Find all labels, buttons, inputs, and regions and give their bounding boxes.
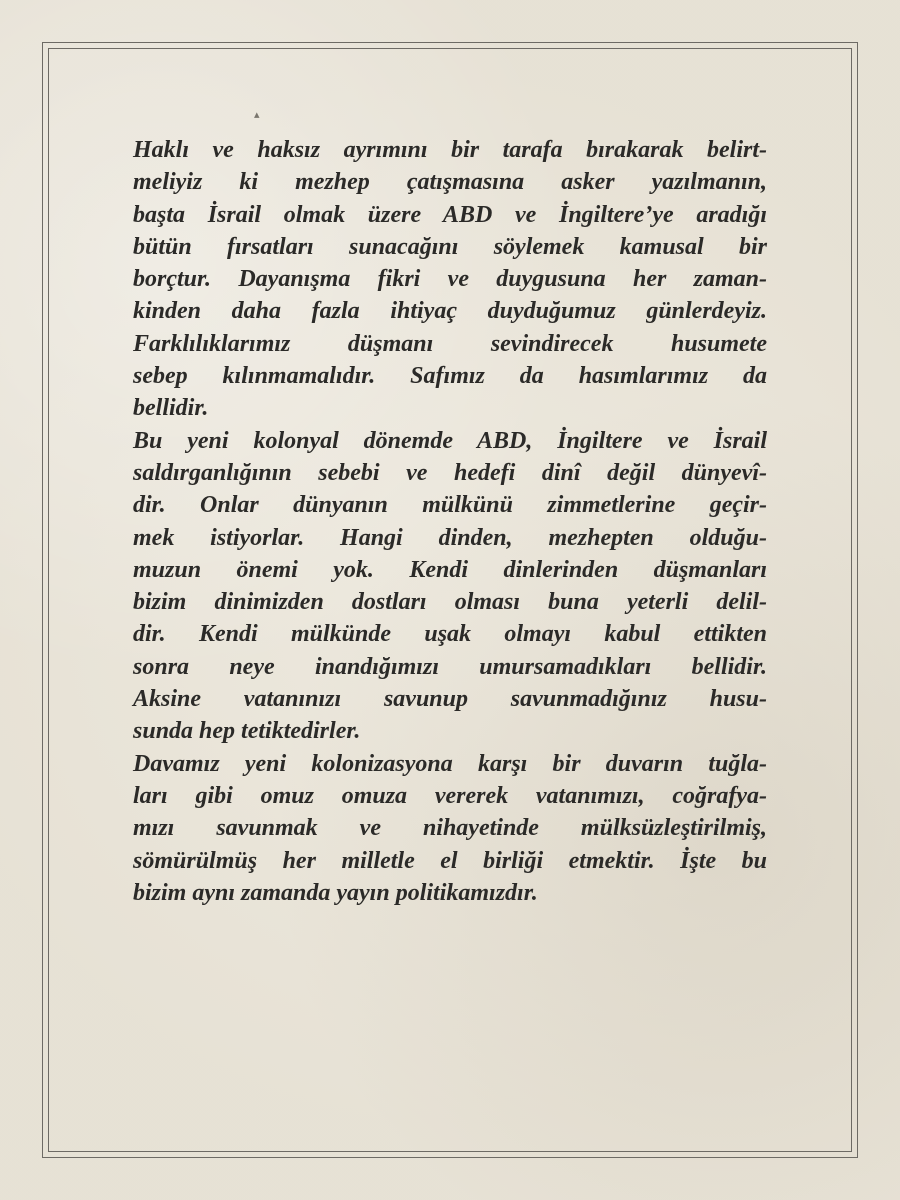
text-line: Bu yeni kolonyal dönemde ABD, İngiltere ve İsrail: [133, 427, 767, 454]
text-line: sebep kılınmamalıdır. Safımız da hasımlarımız da: [133, 363, 767, 390]
text-line: muzun önemi yok. Kendi dinlerinden düşmanları: [133, 556, 767, 583]
text-line: Aksine vatanınızı savunup savunmadığınız husu-: [133, 686, 767, 713]
text-line: bütün fırsatları sunacağını söylemek kamusal bir: [133, 233, 767, 260]
text-line: Davamız yeni kolonizasyona karşı bir duvarın tuğla-: [133, 750, 767, 777]
article-text-block: [133, 134, 767, 909]
text-line: bellidir.: [133, 395, 209, 422]
text-line: bizim dinimizden dostları olması buna yeterli delil-: [133, 589, 767, 616]
text-line: meliyiz ki mezhep çatışmasına asker yazılmanın,: [133, 169, 767, 196]
paragraph-2: [133, 425, 767, 748]
text-line: mızı savunmak ve nihayetinde mülksüzleştirilmiş,: [133, 815, 767, 842]
text-line: Farklılıklarımız düşmanı sevindirecek husumete: [133, 330, 767, 357]
text-line: mek istiyorlar. Hangi dinden, mezhepten olduğu-: [133, 524, 767, 551]
text-line: bizim aynı zamanda yayın politikamızdır.: [133, 879, 538, 906]
text-line: başta İsrail olmak üzere ABD ve İngiltere’ye aradığı: [133, 201, 767, 228]
text-line: sömürülmüş her milletle el birliği etmektir. İşte bu: [133, 847, 767, 874]
text-line: Haklı ve haksız ayrımını bir tarafa bırakarak belirt-: [133, 137, 767, 163]
text-line: ları gibi omuz omuza vererek vatanımızı, coğrafya-: [133, 782, 767, 809]
text-line: borçtur. Dayanışma fikri ve duygusuna her zaman-: [133, 266, 767, 293]
text-line: dir. Onlar dünyanın mülkünü zimmetlerine geçir-: [133, 492, 767, 519]
paper-speck-decoration: ▴: [254, 109, 260, 121]
paragraph-1: [133, 134, 767, 425]
text-line: sunda hep tetiktedirler.: [133, 718, 361, 745]
text-line: kinden daha fazla ihtiyaç duyduğumuz günlerdeyiz.: [133, 298, 767, 325]
text-line: saldırganlığının sebebi ve hedefi dinî değil dünyevî-: [133, 459, 767, 486]
text-line: sonra neye inandığımızı umursamadıkları bellidir.: [133, 653, 767, 680]
paragraph-3: [133, 748, 767, 909]
text-line: dir. Kendi mülkünde uşak olmayı kabul ettikten: [133, 621, 767, 648]
